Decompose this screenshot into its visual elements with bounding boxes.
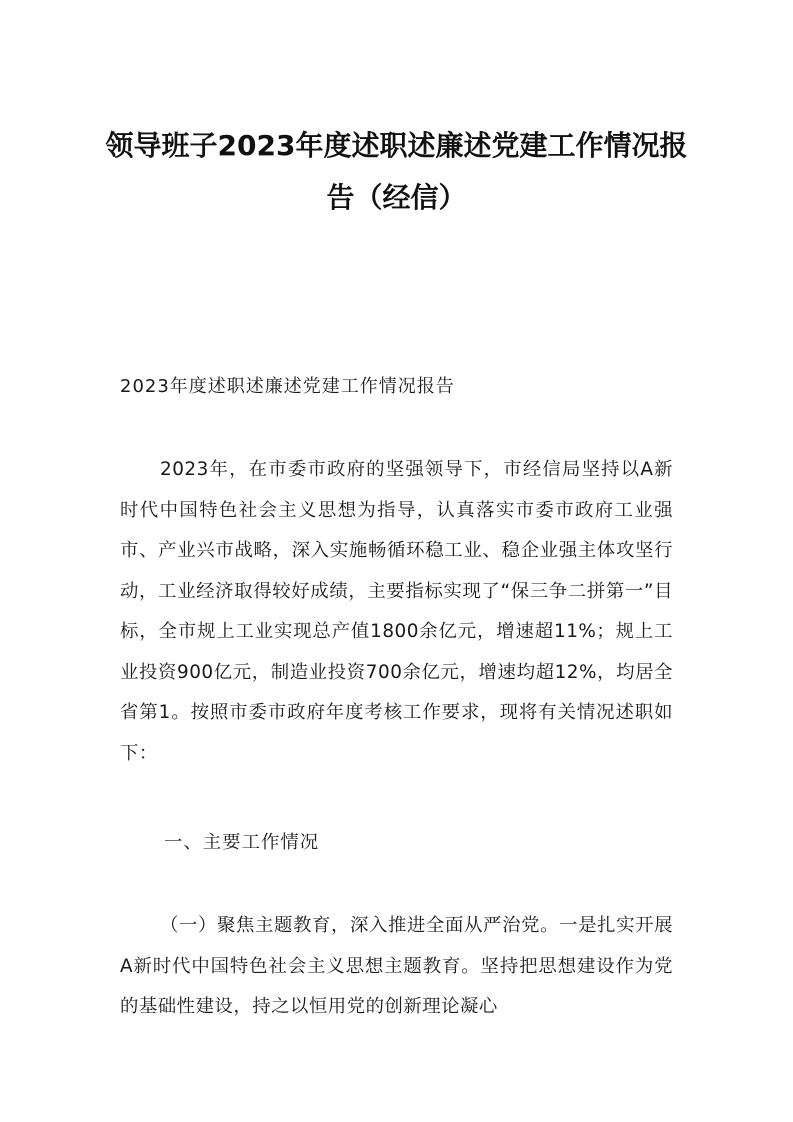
document-title: 领导班子2023年度述职述廉述党建工作情况报告（经信） xyxy=(105,129,688,214)
intro-paragraph: 2023年，在市委市政府的坚强领导下，市经信局坚持以A新时代中国特色社会主义思想为指导，认真落实市委市政府工业强市、产业兴市战略，深入实施畅循环稳工业、稳企业强主体攻坚行动，工业经济取得较好成绩，主要指标实现了“保三争二拼第一”目标，全市规上工业实现总产值1800余亿元，增速超11%；规上工业投资900亿元，制造业投资700余亿元，增速均超12%，均居全省第1。按照市委市政府年度考核工作要求，现将有关情况述职如下： xyxy=(120,459,673,764)
section-heading: 一、主要工作情况 xyxy=(164,832,320,853)
report-subtitle: 2023年度述职述廉述党建工作情况报告 xyxy=(120,376,455,397)
section1-paragraph: （一）聚焦主题教育，深入推进全面从严治党。一是扎实开展A新时代中国特色社会主义思想主题教育。坚持把思想建设作为党的基础性建设，持之以恒用党的创新理论凝心 xyxy=(120,915,673,1017)
